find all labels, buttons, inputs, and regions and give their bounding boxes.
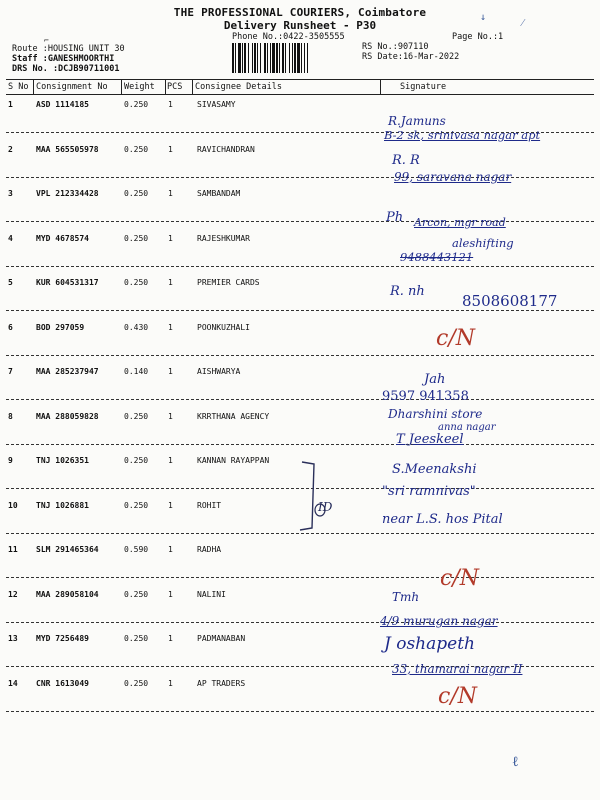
signature-row-8-store: Dharshini store [388, 407, 483, 421]
signature-row-2-address: 99, saravana nagar [394, 170, 512, 184]
row-consignment-no: TNJ 1026881 [36, 500, 89, 510]
signature-row-1-name: R.Jamuns [388, 114, 446, 128]
row-sno: 1 [8, 100, 13, 109]
row-weight: 0.250 [124, 456, 149, 465]
row-sno: 13 [8, 634, 18, 643]
signature-row-12-address: 4/9 murugan nagar [380, 614, 498, 628]
row-consignee-name: RADHA [197, 545, 222, 554]
signature-row-2-mark: R. R [392, 153, 420, 168]
row-sno: 2 [8, 144, 13, 154]
row-consignee-name: AP TRADERS [197, 678, 246, 688]
signature-row-3-mark: Ph [386, 210, 404, 225]
row-sno: 7 [8, 367, 13, 376]
column-divider [192, 79, 193, 94]
row-separator [6, 355, 594, 356]
row-pcs: 1 [168, 278, 173, 287]
signature-row-7-mark: Jah [424, 372, 446, 387]
row-consignment-no: MYD 4678574 [36, 233, 89, 243]
row-pcs: 1 [168, 322, 173, 332]
row-consignee-name: SIVASAMY [197, 100, 236, 109]
row-pcs: 1 [168, 500, 173, 510]
row-weight: 0.250 [124, 589, 149, 599]
row-weight: 0.250 [124, 233, 149, 243]
row-10-circled-mark: ID [318, 500, 333, 514]
phone-number: Phone No.:0422-3505555 [232, 32, 345, 42]
signature-row-10-address: near L.S. hos Pital [382, 512, 503, 527]
row-consignee-name: NALINI [197, 589, 226, 599]
stray-mark-icon: ↓ [480, 12, 487, 23]
row-pcs: 1 [168, 233, 173, 243]
stray-mark-icon: ⁄ [522, 18, 524, 29]
row-sno: 3 [8, 189, 13, 198]
runsheet-subtitle: Delivery Runsheet - P30 [223, 19, 377, 32]
row-separator [6, 399, 594, 400]
column-divider [380, 79, 381, 94]
row-11-cn-mark: c/N [440, 566, 479, 591]
row-sno: 6 [8, 322, 13, 332]
row-weight: 0.250 [124, 100, 149, 109]
signature-row-7-phone: 9597 941358 [382, 389, 469, 404]
row-consignee-name: POONKUZHALI [197, 322, 250, 332]
column-header-sno: S No [8, 82, 29, 92]
stray-mark-icon: ℓ [512, 754, 519, 770]
column-header-consignment: Consignment No [36, 82, 108, 92]
row-consignment-no: CNR 1613049 [36, 678, 89, 688]
signature-row-12-mark: Tmh [392, 590, 420, 604]
barcode-bar [308, 43, 309, 73]
signature-row-5-phone: 8508608177 [462, 292, 558, 310]
row-sno: 8 [8, 411, 13, 421]
row-weight: 0.250 [124, 634, 149, 643]
column-divider [33, 79, 34, 94]
row-consignee-name: KRRTHANA AGENCY [197, 411, 270, 421]
signature-row-4-phone: 9488443121 [400, 250, 474, 264]
row-consignment-no: MAA 288059828 [36, 411, 99, 421]
row-14-cn-mark: c/N [438, 684, 477, 709]
rs-date: RS Date:16-Mar-2022 [362, 52, 460, 62]
row-pcs: 1 [168, 545, 173, 554]
pen-bracket-mark [296, 458, 326, 538]
row-sno: 14 [8, 678, 18, 688]
row-weight: 0.250 [124, 500, 149, 510]
column-header-consignee: Consignee Details [195, 82, 282, 92]
row-pcs: 1 [168, 589, 173, 599]
row-consignee-name: KANNAN RAYAPPAN [197, 456, 270, 465]
barcode [232, 43, 350, 73]
row-weight: 0.590 [124, 545, 149, 554]
row-pcs: 1 [168, 456, 173, 465]
runsheet-title: THE PROFESSIONAL COURIERS, Coimbatore [173, 6, 427, 19]
column-header-weight: Weight [124, 82, 155, 92]
route-label: Route :HOUSING UNIT 30 [12, 44, 125, 54]
row-consignment-no: SLM 291465364 [36, 545, 99, 554]
column-divider [121, 79, 122, 94]
row-consignment-no: MAA 289058104 [36, 589, 99, 599]
row-sno: 5 [8, 278, 13, 287]
row-weight: 0.250 [124, 678, 149, 688]
stray-mark-icon: ⌐ [44, 36, 49, 45]
signature-row-5-mark: R. nh [390, 284, 425, 299]
signature-row-9-name: S.Meenakshi [392, 462, 477, 477]
row-consignee-name: RAVICHANDRAN [197, 144, 255, 154]
row-consignee-name: SAMBANDAM [197, 189, 241, 198]
row-separator [6, 310, 594, 311]
row-pcs: 1 [168, 411, 173, 421]
row-pcs: 1 [168, 634, 173, 643]
row-sno: 12 [8, 589, 18, 599]
row-consignment-no: TNJ 1026351 [36, 456, 89, 465]
row-pcs: 1 [168, 100, 173, 109]
row-sno: 11 [8, 545, 18, 554]
row-consignment-no: KUR 604531317 [36, 278, 99, 287]
signature-row-4-name: aleshifting [452, 236, 514, 250]
row-pcs: 1 [168, 678, 173, 688]
signature-row-3-address: Arcon, mgr road [414, 216, 506, 229]
header-bottom-rule [6, 94, 594, 95]
row-consignee-name: PADMANABAN [197, 634, 246, 643]
row-consignment-no: BOD 297059 [36, 322, 85, 332]
signature-row-13-address: 33, thamarai nagar II [392, 662, 523, 676]
row-pcs: 1 [168, 144, 173, 154]
column-header-pcs: PCS [167, 82, 183, 92]
row-consignee-name: RAJESHKUMAR [197, 233, 250, 243]
staff-label: Staff :GANESHMOORTHI [12, 54, 115, 64]
row-consignee-name: PREMIER CARDS [197, 278, 260, 287]
page-number: Page No.:1 [452, 32, 504, 42]
row-pcs: 1 [168, 367, 173, 376]
row-consignment-no: VPL 212334428 [36, 189, 99, 198]
row-sno: 10 [8, 500, 18, 510]
row-weight: 0.250 [124, 144, 149, 154]
row-consignee-name: AISHWARYA [197, 367, 241, 376]
rs-number: RS No.:907110 [362, 42, 429, 52]
signature-row-1-address: B-2 sk, srinivasa nagar apt [384, 128, 541, 142]
row-consignee-name: ROHIT [197, 500, 222, 510]
signature-row-8-name: T Jeeskeel [396, 432, 464, 447]
row-sno: 9 [8, 456, 13, 465]
signature-row-13-mark: J oshapeth [384, 634, 475, 654]
row-consignment-no: MYD 7256489 [36, 634, 89, 643]
header-top-rule [6, 79, 594, 80]
column-header-signature: Signature [400, 82, 447, 92]
row-6-cn-mark: c/N [436, 326, 475, 351]
drs-number: DRS No. :DCJB90711001 [12, 64, 120, 74]
row-consignment-no: ASD 1114185 [36, 100, 89, 109]
signature-row-9-address: "sri ramnivas" [382, 484, 476, 499]
row-weight: 0.250 [124, 411, 149, 421]
row-weight: 0.140 [124, 367, 149, 376]
row-weight: 0.250 [124, 278, 149, 287]
row-weight: 0.430 [124, 322, 149, 332]
row-separator [6, 622, 594, 623]
row-separator [6, 444, 594, 445]
row-separator [6, 711, 594, 712]
row-pcs: 1 [168, 189, 173, 198]
row-consignment-no: MAA 565505978 [36, 144, 99, 154]
column-divider [165, 79, 166, 94]
row-separator [6, 577, 594, 578]
signature-row-8-area: anna nagar [438, 422, 496, 433]
row-separator [6, 266, 594, 267]
row-weight: 0.250 [124, 189, 149, 198]
row-sno: 4 [8, 233, 13, 243]
row-consignment-no: MAA 285237947 [36, 367, 99, 376]
